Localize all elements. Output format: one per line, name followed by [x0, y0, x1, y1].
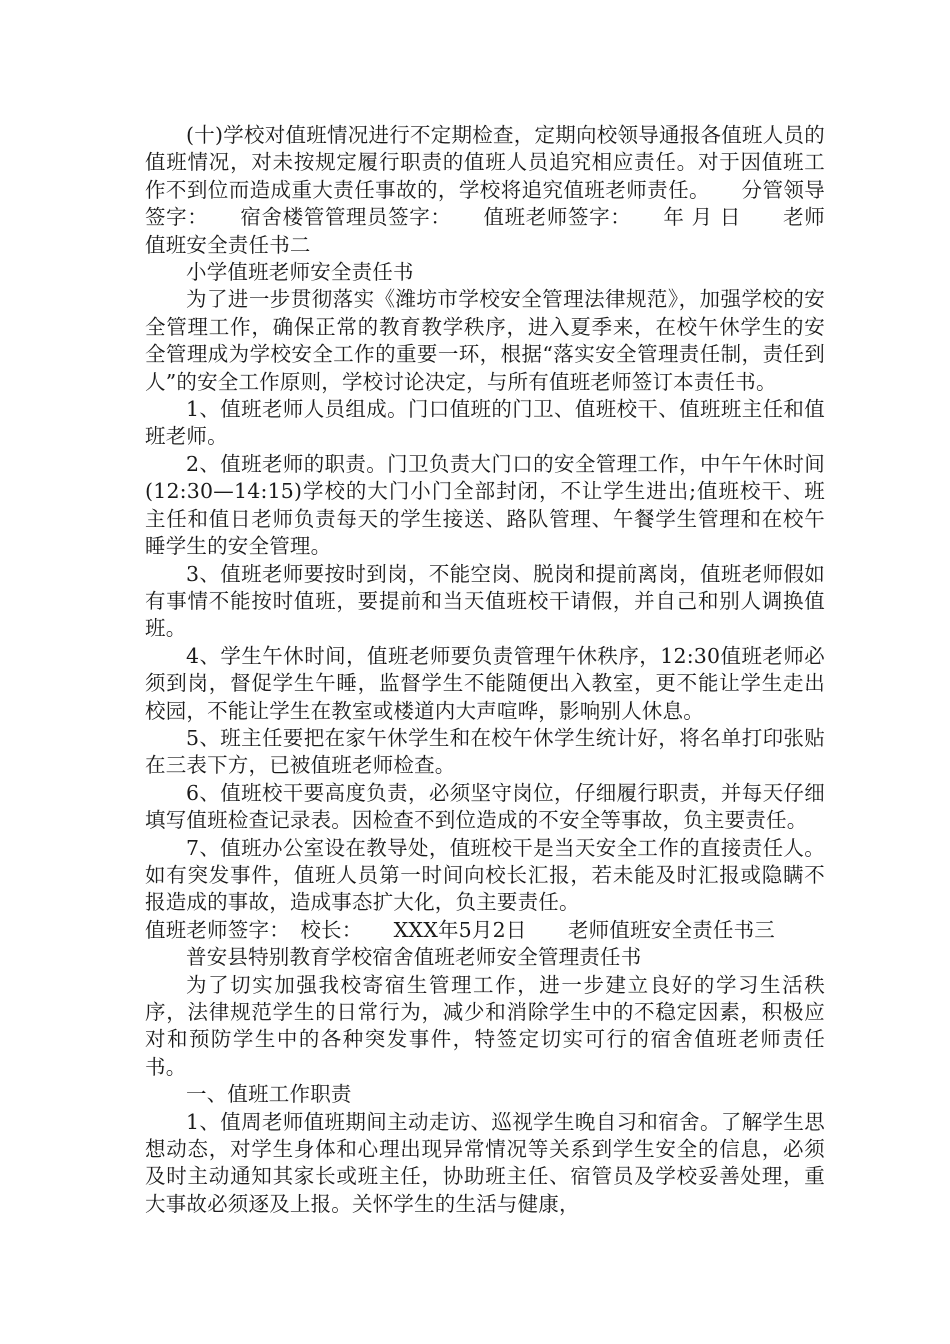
- paragraph-item-6: 6、值班校干要高度负责，必须坚守岗位，仔细履行职责，并每天仔细填写值班检查记录表。因检查不到位造成的不安全等事故，负主要责任。: [145, 780, 825, 833]
- paragraph-item-2: 2、值班老师的职责。门卫负责大门口的安全管理工作，中午午休时间(12:30—14:15)学校的大门小门全部封闭，不让学生进出;值班校干、班主任和值日老师负责每天的学生接送、路队管理、午餐学生管理和在校午睡学生的安全管理。: [145, 451, 825, 559]
- paragraph-title-dormitory: 普安县特别教育学校宿舍值班老师安全管理责任书: [186, 945, 642, 970]
- paragraph-item-3: 3、值班老师要按时到岗，不能空岗、脱岗和提前离岗，值班老师假如有事情不能按时值班，要提前和当天值班校干请假，并自己和别人调换值班。: [145, 561, 825, 641]
- paragraph-title-primary-school: 小学值班老师安全责任书: [186, 260, 414, 285]
- paragraph-intro-weifang: 为了进一步贯彻落实《潍坊市学校安全管理法律规范》，加强学校的安全管理工作，确保正常的教育教学秩序，进入夏季来，在校午休学生的安全管理成为学校安全工作的重要一环，根据“落实安全管理责任制，责任到人”的安全工作原则，学校讨论决定，与所有值班老师签订本责任书。: [145, 287, 825, 394]
- paragraph-item-1: 1、值班老师人员组成。门口值班的门卫、值班校干、值班班主任和值班老师。: [145, 397, 825, 449]
- paragraph-section-heading: 一、值班工作职责: [186, 1082, 352, 1107]
- paragraph-section-item-1: 1、值周老师值班期间主动走访、巡视学生晚自习和宿舍。了解学生思想动态，对学生身体和心理出现异常情况等关系到学生安全的信息，必须及时主动通知其家长或班主任，协助班主任、宿管员及学校妥善处理，重大事故必须逐及上报。关怀学生的生活与健康，: [145, 1109, 825, 1216]
- paragraph-signature-line: 值班老师签字： 校长： XXX年5月2日 老师值班安全责任书三: [145, 917, 775, 942]
- paragraph-item-7: 7、值班办公室设在教导处，值班校干是当天安全工作的直接责任人。如有突发事件，值班人员第一时间向校长汇报，若未能及时汇报或隐瞒不报造成的事故，造成事态扩大化，负主要责任。: [145, 835, 825, 915]
- paragraph-duty-inspection: (十)学校对值班情况进行不定期检查，定期向校领导通报各值班人员的值班情况，对未按规定履行职责的值班人员追究相应责任。对于因值班工作不到位而造成重大责任事故的，学校将追究值班老师责任。 分管领导签字： 宿舍楼管管理员签字： 值班老师签字： 年 月 日 老师值班安全责任书二: [145, 123, 825, 257]
- paragraph-item-5: 5、班主任要把在家午休学生和在校午休学生统计好，将名单打印张贴在三表下方，已被值班老师检查。: [145, 725, 825, 778]
- paragraph-item-4: 4、学生午休时间，值班老师要负责管理午休秩序，12:30值班老师必须到岗，督促学生午睡，监督学生不能随便出入教室，更不能让学生走出校园，不能让学生在教室或楼道内大声喧哗，影响别人休息。: [145, 643, 825, 723]
- paragraph-intro-dormitory: 为了切实加强我校寄宿生管理工作，进一步建立良好的学习生活秩序，法律规范学生的日常行为，减少和消除学生中的不稳定因素，积极应对和预防学生中的各种突发事件，特签定切实可行的宿舍值班老师责任书。: [145, 972, 825, 1079]
- document-page: [145, 122, 825, 1218]
